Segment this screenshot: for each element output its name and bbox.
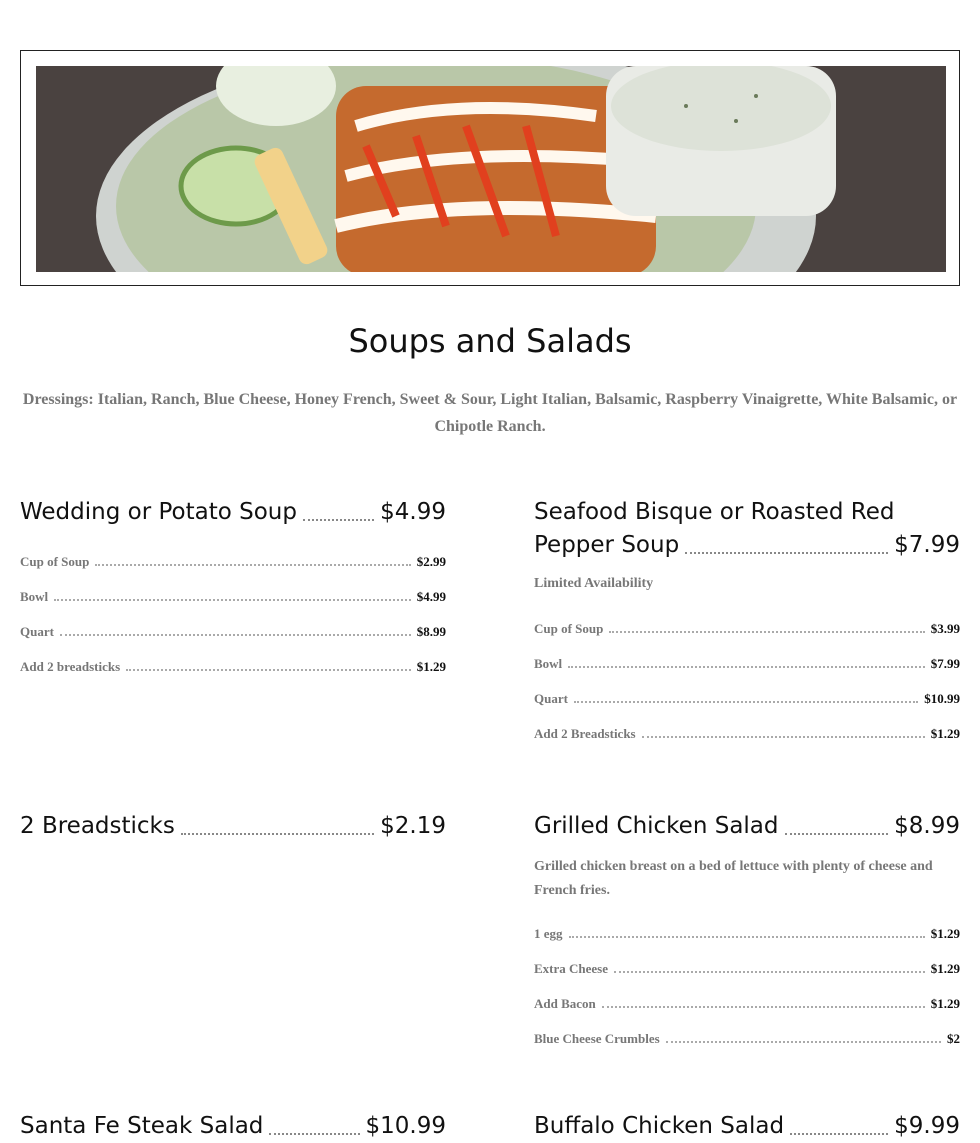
option-name: Add 2 breadsticks: [20, 659, 121, 674]
option-row: [20, 535, 446, 570]
menu-item: [20, 496, 446, 675]
option-row: [534, 602, 960, 637]
dot-leader: [685, 552, 888, 554]
menu-item-header: [20, 496, 446, 529]
option-name: Bowl: [20, 589, 49, 604]
menu-item-name: 2 Breadsticks: [20, 813, 175, 839]
menu-item-header: [534, 496, 960, 562]
option-row: [534, 672, 960, 707]
dot-leader: [95, 564, 410, 566]
menu-item-header: [534, 1110, 960, 1143]
option-name: Quart: [534, 691, 568, 706]
option-name: Add 2 Breadsticks: [534, 726, 636, 741]
menu-item-price: $8.99: [894, 813, 960, 839]
menu-item-price: $7.99: [894, 532, 960, 558]
menu-item-name: Grilled Chicken Salad: [534, 813, 779, 839]
menu-item-price: $4.99: [380, 499, 446, 525]
option-price: $1.29: [930, 726, 960, 741]
dot-leader: [60, 634, 411, 636]
menu-item-name: Seafood Bisque or Roasted Red: [534, 499, 895, 525]
option-name: Add Bacon: [534, 996, 596, 1011]
option-list: [534, 602, 960, 742]
option-price: $4.99: [416, 589, 446, 604]
option-price: $2: [947, 1031, 960, 1046]
option-row: [534, 907, 960, 942]
option-price: $1.29: [930, 926, 960, 941]
menu-item-price: $2.19: [380, 813, 446, 839]
option-name: Quart: [20, 624, 54, 639]
option-row: [20, 605, 446, 640]
dot-leader: [785, 833, 889, 835]
menu-item-header: [20, 1110, 446, 1143]
option-price: $2.99: [416, 554, 446, 569]
option-row: [534, 637, 960, 672]
option-list: [20, 535, 446, 675]
dot-leader: [790, 1133, 888, 1135]
option-price: $10.99: [924, 691, 960, 706]
menu-item-header: [20, 810, 446, 843]
option-row: [534, 942, 960, 977]
option-price: $3.99: [930, 621, 960, 636]
dot-leader: [642, 736, 925, 738]
dot-leader: [568, 666, 925, 668]
menu-item-price: $10.99: [365, 1113, 446, 1139]
dot-leader: [666, 1041, 941, 1043]
menu-item-price: $9.99: [894, 1113, 960, 1139]
menu-item-note: Grilled chicken breast on a bed of lettuce with plenty of cheese and French fries.: [534, 859, 933, 898]
menu-item: [534, 1110, 960, 1143]
dot-leader: [602, 1006, 925, 1008]
dot-leader: [574, 701, 918, 703]
dot-leader: [569, 936, 925, 938]
option-row: [20, 570, 446, 605]
menu-item-name: Buffalo Chicken Salad: [534, 1113, 785, 1139]
menu-item: [534, 810, 960, 1047]
menu-item-note: Limited Availability: [534, 576, 654, 591]
option-price: $1.29: [930, 961, 960, 976]
hero-image-frame: [20, 50, 960, 286]
menu-item-name-continued: Pepper Soup: [534, 532, 680, 558]
option-price: $7.99: [930, 656, 960, 671]
menu-item-name: Wedding or Potato Soup: [20, 499, 297, 525]
dot-leader: [54, 599, 411, 601]
option-price: $1.29: [416, 659, 446, 674]
option-name: 1 egg: [534, 926, 563, 941]
section-description: Dressings: Italian, Ranch, Blue Cheese, Honey French, Sweet & Sour, Light Italian, Balsamic, Raspberry Vinaigrette, White Balsamic, or Chipotle Ranch.: [22, 391, 958, 435]
option-price: $8.99: [416, 624, 446, 639]
dot-leader: [181, 833, 374, 835]
dot-leader: [609, 631, 924, 633]
dot-leader: [126, 669, 411, 671]
menu-item: [20, 810, 446, 843]
menu-item-name: Santa Fe Steak Salad: [20, 1113, 264, 1139]
section-title: Soups and Salads: [348, 322, 632, 360]
option-row: [20, 640, 446, 675]
option-row: [534, 707, 960, 742]
option-price: $1.29: [930, 996, 960, 1011]
option-list: [534, 907, 960, 1047]
option-name: Cup of Soup: [534, 621, 604, 636]
option-name: Bowl: [534, 656, 563, 671]
option-row: [534, 1012, 960, 1047]
hero-food-image: [36, 66, 946, 272]
menu-item: [20, 1110, 446, 1143]
option-name: Extra Cheese: [534, 961, 609, 976]
dot-leader: [614, 971, 925, 973]
option-name: Cup of Soup: [20, 554, 90, 569]
menu-item-header: [534, 810, 960, 843]
option-row: [534, 977, 960, 1012]
dot-leader: [269, 1133, 359, 1135]
option-name: Blue Cheese Crumbles: [534, 1031, 660, 1046]
menu-item-name-line2: [534, 529, 960, 562]
dot-leader: [303, 519, 374, 521]
menu-item: [534, 496, 960, 742]
